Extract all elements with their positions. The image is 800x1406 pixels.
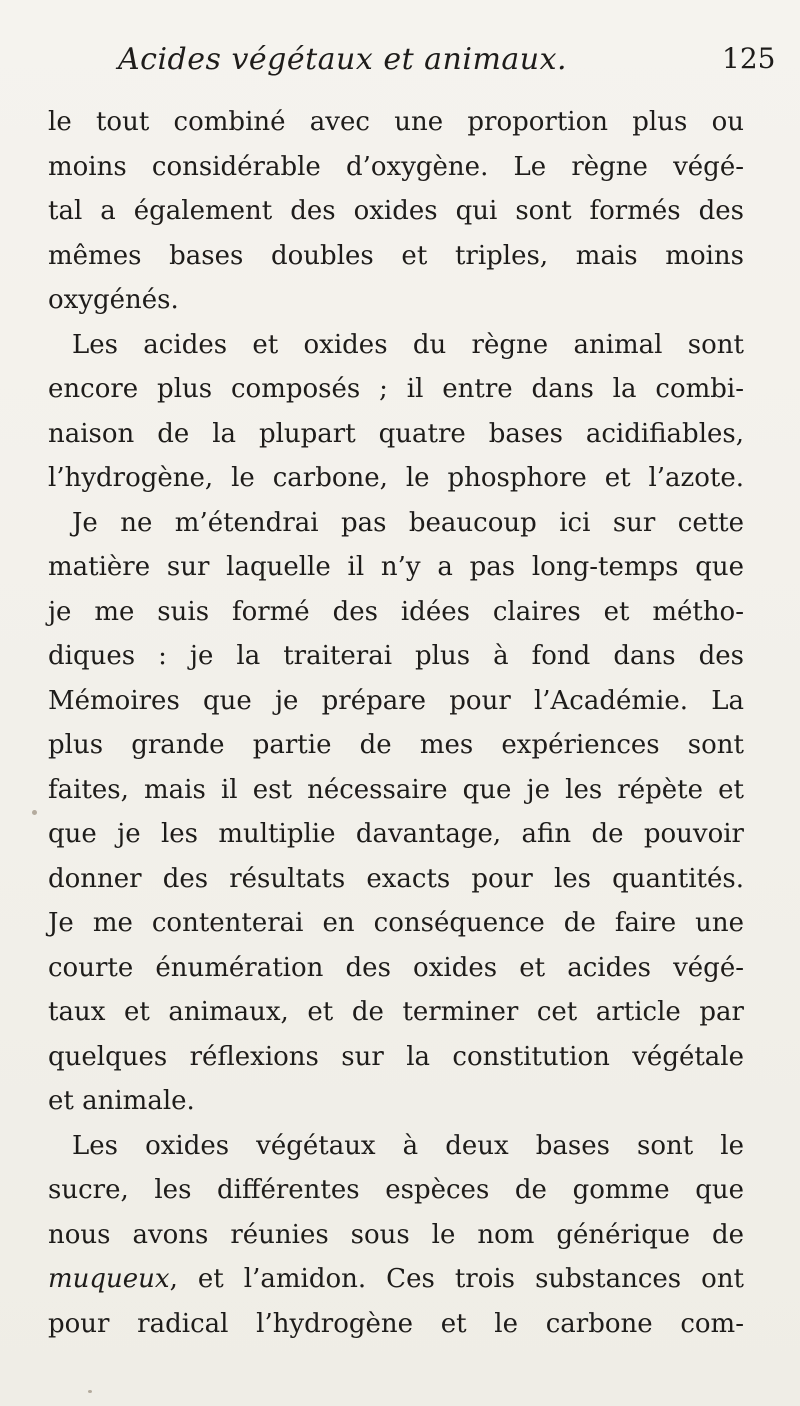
text-line: matière sur laquelle il n’y a pas long-temps que xyxy=(48,552,744,582)
body-text xyxy=(48,100,744,1346)
text-line: Mémoires que je prépare pour l’Académie. La xyxy=(48,685,744,716)
text-line: oxygénés. xyxy=(48,285,179,315)
text-line: taux et animaux, et de terminer cet article par xyxy=(48,997,744,1027)
text-line: le tout combiné avec une proportion plus ou xyxy=(48,107,744,137)
text-line: nous avons réunies sous le nom générique de xyxy=(48,1219,744,1250)
text-line: Je ne m’étendrai pas beaucoup ici sur cette xyxy=(72,507,744,538)
text-line: naison de la plupart quatre bases acidifiables, xyxy=(48,418,744,449)
italic-term-comma: , xyxy=(169,1264,178,1294)
text-line: mêmes bases doubles et triples, mais moins xyxy=(48,240,744,271)
text-line: et animale. xyxy=(48,1086,195,1116)
text-line: pour radical l’hydrogène et le carbone com- xyxy=(48,1308,744,1339)
running-title: Acides végétaux et animaux. xyxy=(118,42,568,77)
text-line: quelques réflexions sur la constitution végétale xyxy=(48,1041,744,1072)
italic-term: muqueux xyxy=(48,1264,170,1294)
ink-speck xyxy=(88,1390,92,1393)
text-line: faites, mais il est nécessaire que je les répète et xyxy=(48,774,744,805)
text-line-rest: et l’amidon. Ces trois substances ont xyxy=(197,1264,745,1294)
text-line: encore plus composés ; il entre dans la combi- xyxy=(48,374,744,404)
text-line: Les acides et oxides du règne animal sont xyxy=(72,329,744,360)
text-line: donner des résultats exacts pour les quantités. xyxy=(48,863,744,894)
text-line: Je me contenterai en conséquence de faire une xyxy=(48,908,744,938)
text-line: Les oxides végétaux à deux bases sont le xyxy=(72,1130,744,1161)
text-line: diques : je la traiterai plus à fond dans des xyxy=(48,641,744,671)
text-line: courte énumération des oxides et acides végé- xyxy=(48,952,744,983)
text-line: que je les multiplie davantage, afin de pouvoir xyxy=(48,819,744,849)
page-number: 125 xyxy=(722,42,776,75)
text-line: sucre, les différentes espèces de gomme que xyxy=(48,1175,744,1205)
ink-speck xyxy=(32,810,37,815)
text-line: tal a également des oxides qui sont formés des xyxy=(48,196,744,226)
text-line xyxy=(48,1257,744,1302)
text-line: je me suis formé des idées claires et métho- xyxy=(48,596,744,627)
text-line: plus grande partie de mes expériences sont xyxy=(48,730,744,760)
text-line: moins considérable d’oxygène. Le règne végé- xyxy=(48,151,744,182)
text-line: l’hydrogène, le carbone, le phosphore et l’azote. xyxy=(48,463,744,493)
